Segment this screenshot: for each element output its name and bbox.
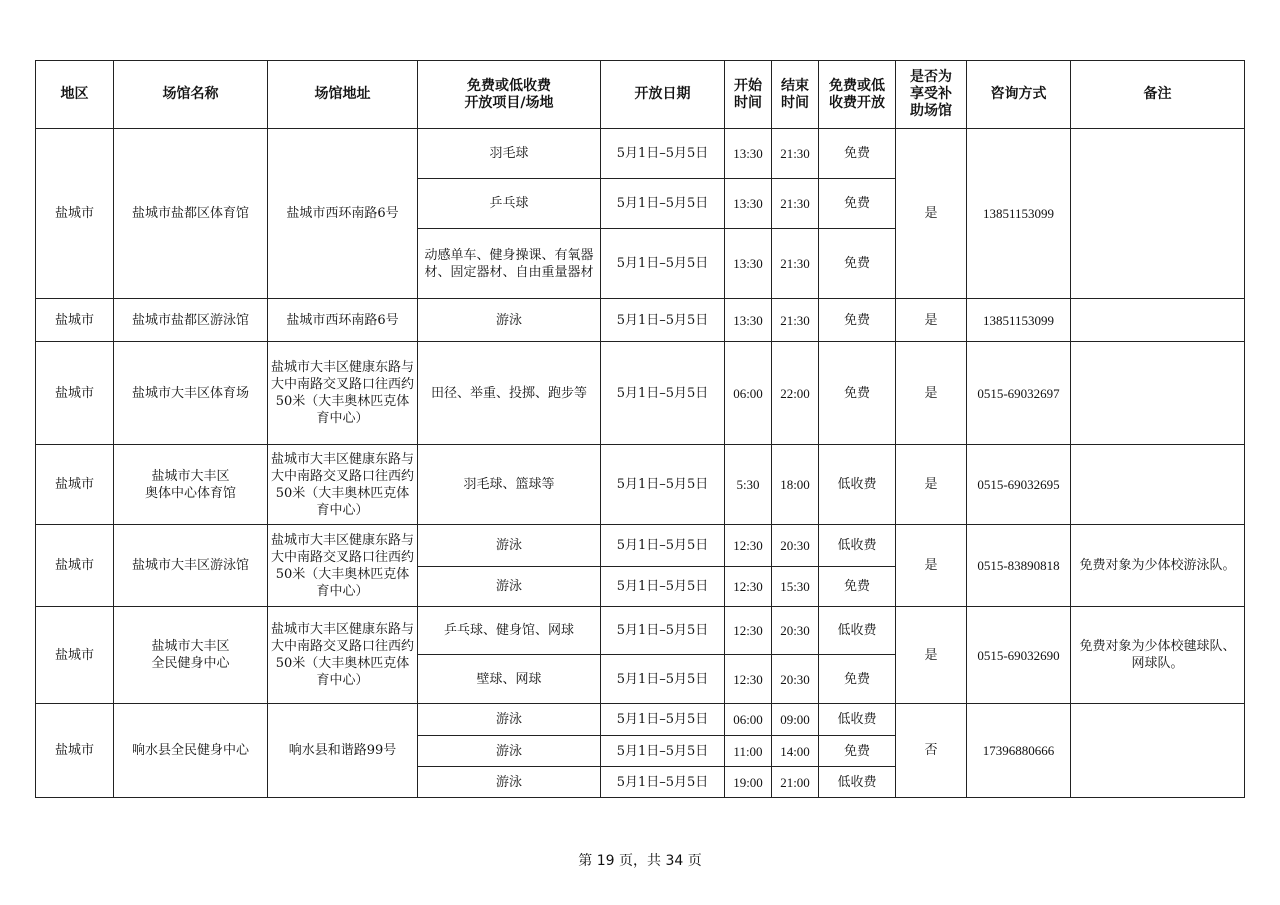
header-venue-name: 场馆名称 (114, 61, 268, 129)
start-time-cell: 06:00 (725, 704, 772, 736)
end-time-cell: 20:30 (772, 525, 819, 567)
fee-type-cell: 免费 (819, 129, 896, 179)
open-date-cell: 5月1日–5月5日 (601, 179, 725, 229)
contact-cell: 0515-69032690 (967, 607, 1071, 704)
open-date-cell: 5月1日–5月5日 (601, 704, 725, 736)
table-row (36, 299, 1245, 342)
subsidized-cell: 是 (896, 299, 967, 342)
region-cell: 盐城市 (36, 525, 114, 607)
start-time-cell: 13:30 (725, 179, 772, 229)
header-row (36, 61, 1245, 129)
region-cell: 盐城市 (36, 607, 114, 704)
project-cell: 动感单车、健身操课、有氧器材、固定器材、自由重量器材 (418, 229, 601, 299)
remark-cell: 免费对象为少体校游泳队。 (1071, 525, 1245, 607)
end-time-cell: 21:30 (772, 129, 819, 179)
venue-name-cell: 盐城市大丰区游泳馆 (114, 525, 268, 607)
venue-name-cell: 盐城市盐都区游泳馆 (114, 299, 268, 342)
end-time-cell: 21:00 (772, 767, 819, 798)
open-date-cell: 5月1日–5月5日 (601, 445, 725, 525)
venue-name-cell: 盐城市大丰区 奥体中心体育馆 (114, 445, 268, 525)
region-cell: 盐城市 (36, 342, 114, 445)
fee-type-cell: 低收费 (819, 445, 896, 525)
project-cell: 游泳 (418, 704, 601, 736)
page-footer: 第 19 页，共 34 页 (578, 853, 702, 869)
contact-cell: 13851153099 (967, 129, 1071, 299)
open-date-cell: 5月1日–5月5日 (601, 736, 725, 767)
subsidized-cell: 是 (896, 129, 967, 299)
contact-cell: 0515-83890818 (967, 525, 1071, 607)
venue-address-cell: 盐城市大丰区健康东路与大中南路交叉路口往西约50米（大丰奥林匹克体育中心） (268, 342, 418, 445)
open-date-cell: 5月1日–5月5日 (601, 525, 725, 567)
project-cell: 游泳 (418, 299, 601, 342)
header-end-time: 结束 时间 (772, 61, 819, 129)
venue-name-cell: 盐城市大丰区 全民健身中心 (114, 607, 268, 704)
region-cell: 盐城市 (36, 299, 114, 342)
open-date-cell: 5月1日–5月5日 (601, 129, 725, 179)
project-cell: 乒乓球 (418, 179, 601, 229)
venue-address-cell: 响水县和谐路99号 (268, 704, 418, 798)
open-date-cell: 5月1日–5月5日 (601, 229, 725, 299)
header-fee-type: 免费或低 收费开放 (819, 61, 896, 129)
start-time-cell: 12:30 (725, 525, 772, 567)
fee-type-cell: 免费 (819, 229, 896, 299)
remark-cell (1071, 445, 1245, 525)
start-time-cell: 13:30 (725, 129, 772, 179)
open-date-cell: 5月1日–5月5日 (601, 607, 725, 655)
fee-type-cell: 免费 (819, 299, 896, 342)
project-cell: 游泳 (418, 525, 601, 567)
fee-type-cell: 低收费 (819, 607, 896, 655)
open-date-cell: 5月1日–5月5日 (601, 567, 725, 607)
end-time-cell: 22:00 (772, 342, 819, 445)
venue-address-cell: 盐城市西环南路6号 (268, 299, 418, 342)
end-time-cell: 20:30 (772, 607, 819, 655)
end-time-cell: 09:00 (772, 704, 819, 736)
subsidized-cell: 是 (896, 607, 967, 704)
project-cell: 壁球、网球 (418, 655, 601, 704)
table-row (36, 445, 1245, 525)
header-contact: 咨询方式 (967, 61, 1071, 129)
region-cell: 盐城市 (36, 445, 114, 525)
fee-type-cell: 免费 (819, 567, 896, 607)
table-row (36, 129, 1245, 179)
start-time-cell: 5:30 (725, 445, 772, 525)
region-cell: 盐城市 (36, 704, 114, 798)
subsidized-cell: 是 (896, 445, 967, 525)
remark-cell: 免费对象为少体校毽球队、网球队。 (1071, 607, 1245, 704)
fee-type-cell: 免费 (819, 736, 896, 767)
fee-type-cell: 低收费 (819, 704, 896, 736)
region-cell: 盐城市 (36, 129, 114, 299)
subsidized-cell: 是 (896, 342, 967, 445)
contact-cell: 0515-69032697 (967, 342, 1071, 445)
venue-name-cell: 盐城市大丰区体育场 (114, 342, 268, 445)
subsidized-cell: 是 (896, 525, 967, 607)
fee-type-cell: 低收费 (819, 767, 896, 798)
table-body (36, 129, 1245, 798)
end-time-cell: 21:30 (772, 299, 819, 342)
start-time-cell: 19:00 (725, 767, 772, 798)
open-date-cell: 5月1日–5月5日 (601, 299, 725, 342)
end-time-cell: 20:30 (772, 655, 819, 704)
fee-type-cell: 免费 (819, 179, 896, 229)
start-time-cell: 06:00 (725, 342, 772, 445)
start-time-cell: 12:30 (725, 607, 772, 655)
fee-type-cell: 免费 (819, 655, 896, 704)
header-venue-address: 场馆地址 (268, 61, 418, 129)
start-time-cell: 11:00 (725, 736, 772, 767)
project-cell: 羽毛球、篮球等 (418, 445, 601, 525)
project-cell: 羽毛球 (418, 129, 601, 179)
table-row (36, 607, 1245, 655)
venue-address-cell: 盐城市大丰区健康东路与大中南路交叉路口往西约50米（大丰奥林匹克体育中心） (268, 445, 418, 525)
header-project: 免费或低收费 开放项目/场地 (418, 61, 601, 129)
remark-cell (1071, 704, 1245, 798)
end-time-cell: 21:30 (772, 179, 819, 229)
open-date-cell: 5月1日–5月5日 (601, 342, 725, 445)
start-time-cell: 13:30 (725, 229, 772, 299)
venue-address-cell: 盐城市西环南路6号 (268, 129, 418, 299)
start-time-cell: 13:30 (725, 299, 772, 342)
contact-cell: 17396880666 (967, 704, 1071, 798)
project-cell: 游泳 (418, 567, 601, 607)
end-time-cell: 18:00 (772, 445, 819, 525)
end-time-cell: 15:30 (772, 567, 819, 607)
venue-address-cell: 盐城市大丰区健康东路与大中南路交叉路口往西约50米（大丰奥林匹克体育中心） (268, 607, 418, 704)
venue-address-cell: 盐城市大丰区健康东路与大中南路交叉路口往西约50米（大丰奥林匹克体育中心） (268, 525, 418, 607)
venue-name-cell: 盐城市盐都区体育馆 (114, 129, 268, 299)
venue-schedule-table (35, 60, 1245, 798)
table-row (36, 525, 1245, 567)
project-cell: 游泳 (418, 767, 601, 798)
fee-type-cell: 免费 (819, 342, 896, 445)
table-row (36, 342, 1245, 445)
header-subsidized: 是否为 享受补 助场馆 (896, 61, 967, 129)
project-cell: 田径、举重、投掷、跑步等 (418, 342, 601, 445)
remark-cell (1071, 299, 1245, 342)
fee-type-cell: 低收费 (819, 525, 896, 567)
remark-cell (1071, 342, 1245, 445)
header-start-time: 开始 时间 (725, 61, 772, 129)
header-open-date: 开放日期 (601, 61, 725, 129)
subsidized-cell: 否 (896, 704, 967, 798)
open-date-cell: 5月1日–5月5日 (601, 655, 725, 704)
contact-cell: 0515-69032695 (967, 445, 1071, 525)
start-time-cell: 12:30 (725, 655, 772, 704)
project-cell: 乒乓球、健身馆、网球 (418, 607, 601, 655)
header-region: 地区 (36, 61, 114, 129)
end-time-cell: 14:00 (772, 736, 819, 767)
venue-name-cell: 响水县全民健身中心 (114, 704, 268, 798)
open-date-cell: 5月1日–5月5日 (601, 767, 725, 798)
project-cell: 游泳 (418, 736, 601, 767)
table-row (36, 704, 1245, 736)
header-remark: 备注 (1071, 61, 1245, 129)
remark-cell (1071, 129, 1245, 299)
end-time-cell: 21:30 (772, 229, 819, 299)
contact-cell: 13851153099 (967, 299, 1071, 342)
start-time-cell: 12:30 (725, 567, 772, 607)
